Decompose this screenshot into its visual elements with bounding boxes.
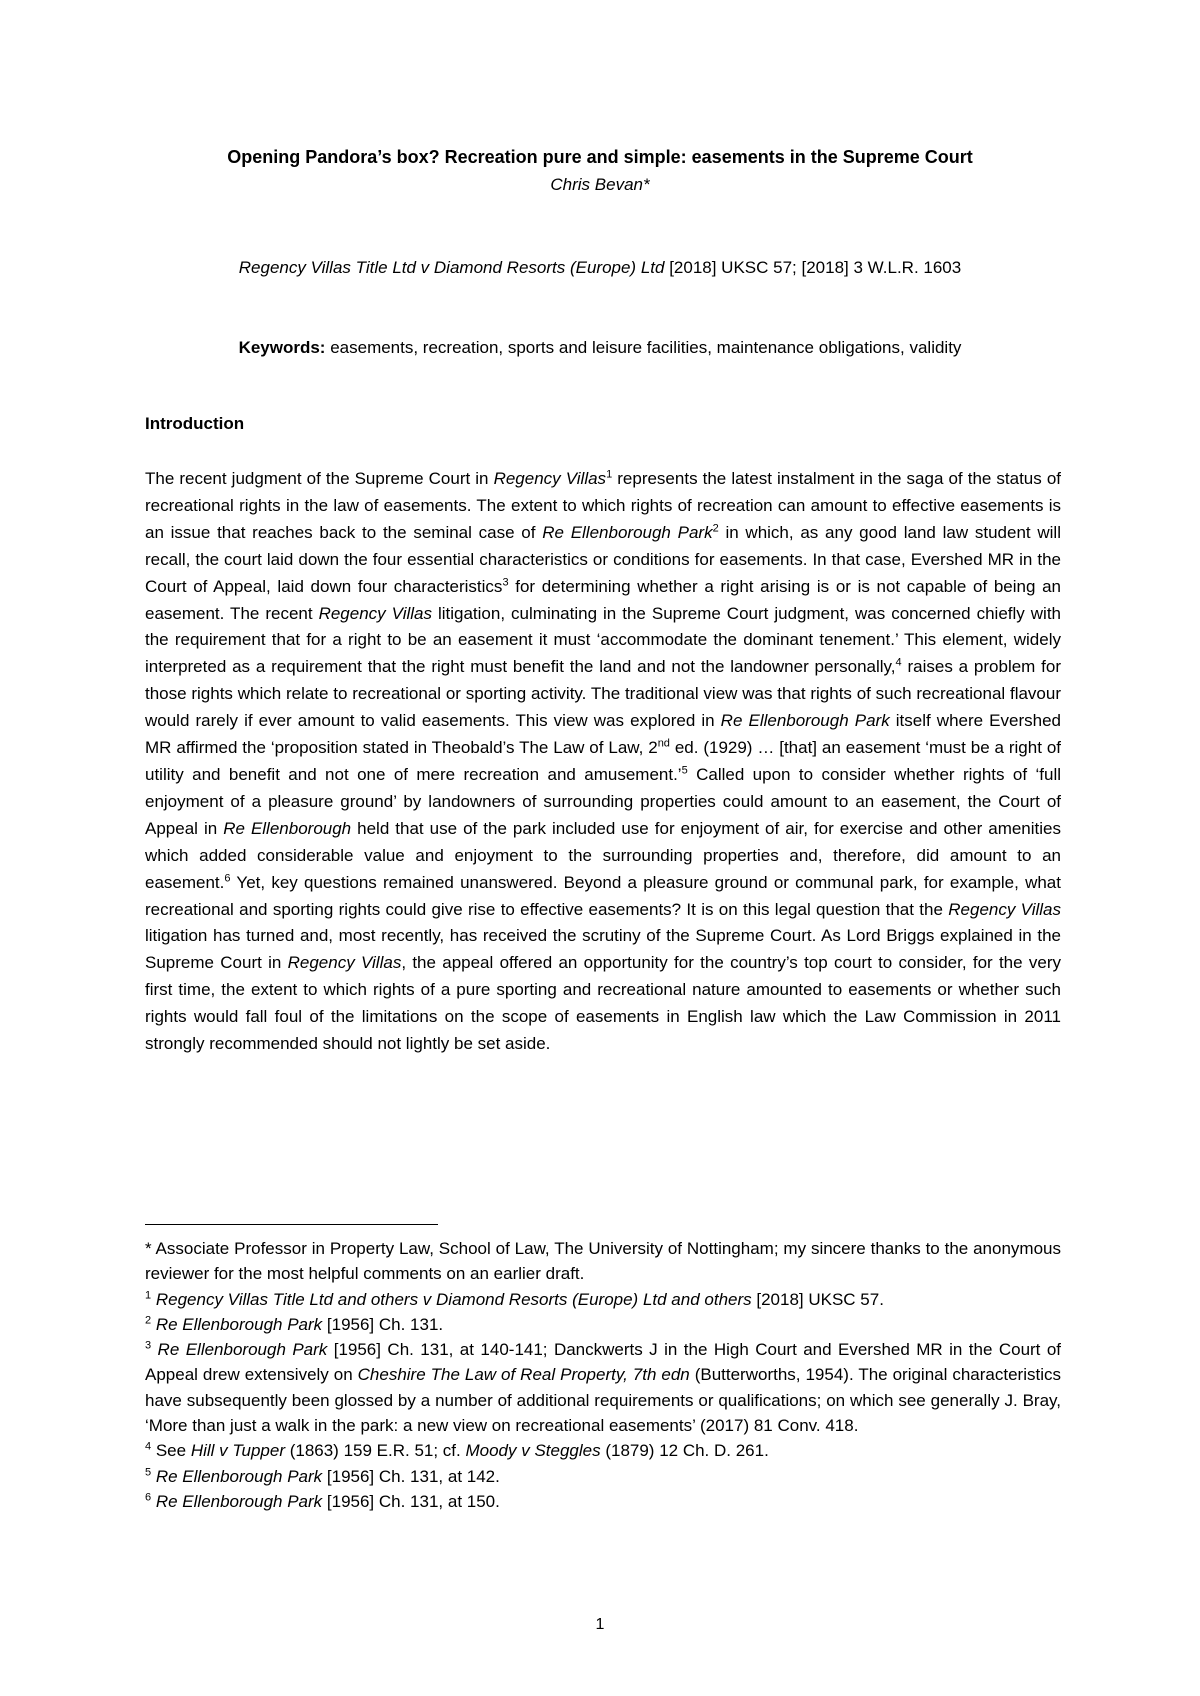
footnote-ref: 2 [712,522,719,535]
body-text-run: represents the latest instalment in the saga of the status of recreational rights in the law of easements. The extent to which rights of recreation can amount to effective easements is an issue that reaches back to the seminal case of [145,469,1062,542]
case-name-italic: Re Ellenborough Park [542,522,713,542]
footnote-marker: 6 [145,1491,152,1504]
footnote-text: [1956] Ch. 131, at 140-141; Danckwerts J in the High Court and Evershed MR in the Court of Appeal drew extensively on [145,1340,1062,1385]
case-reference: [2018] UKSC 57; [2018] 3 W.L.R. 1603 [664,258,962,277]
body-paragraph [145,466,1061,1058]
body-text-run: ed. (1929) … [that] an easement ‘must be a right of utility and benefit and not one of mere recreation and amusement.’ [145,738,1061,784]
footnote-3 [145,1337,1061,1438]
author-name: Chris Bevan* [550,175,650,194]
footnote-italic: Re Ellenborough Park [151,1314,323,1334]
footnote-text: (Butterworths, 1954). The original characteristics have subsequently been glossed by a number of additional requirements or qualifications; on which see generally J. Bray, ‘More than just a walk in the park: a new view on recreational easements’ (2017) 81 Conv. 418. [145,1365,1061,1436]
case-name-italic: Regency Villas [948,899,1061,919]
footnote-italic: Moody v Steggles [465,1441,601,1461]
keywords-label: Keywords: [238,338,326,357]
footnote-italic: Re Ellenborough Park [151,1491,323,1511]
footnote-ref: 4 [895,656,902,669]
footnote-star: * Associate Professor in Property Law, School of Law, The University of Nottingham; my sincere thanks to the anonymous reviewer for the most helpful comments on an earlier draft. [145,1239,1061,1284]
footnote-italic: Re Ellenborough Park [151,1466,323,1486]
footnote-ref: 1 [606,468,613,481]
footnote-text: (1879) 12 Ch. D. 261. [600,1441,769,1461]
footnote-italic: Hill v Tupper [190,1441,285,1461]
case-name: Regency Villas Title Ltd v Diamond Resorts (Europe) Ltd [238,258,665,277]
case-name-italic: Regency Villas [318,603,432,623]
footnote-ref: 6 [224,871,231,884]
case-name-italic: Regency Villas [493,469,607,488]
footnotes-section [145,1236,1061,1514]
footnote-marker: 1 [145,1288,152,1301]
paper-title: Opening Pandora’s box? Recreation pure and simple: easements in the Supreme Court [227,147,973,167]
footnote-marker: 3 [145,1339,152,1352]
case-name-italic: Regency Villas [287,953,402,973]
keywords-text: easements, recreation, sports and leisure facilities, maintenance obligations, validity [325,338,962,357]
footnote-text: See [151,1441,191,1461]
case-name-italic: Re Ellenborough Park [720,711,890,731]
case-name-italic: Re Ellenborough [223,818,352,838]
body-text-run: raises a problem for those rights which relate to recreational or sporting activity. The traditional view was that rights of such recreational flavour would rarely if ever amount to valid easements. This view was explored in [145,657,1061,731]
footnote-1 [145,1287,1061,1312]
body-text-run: , the appeal offered an opportunity for the country’s top court to consider, for the very first time, the extent to which rights of a pure sporting and recreational nature amounted to easements or whether such rights would fall foul of the limitations on the scope of easements in English law which the Law Commission in 2011 strongly recommended should not lightly be set aside. [145,953,1061,1054]
section-heading: Introduction [145,414,245,433]
footnote-text: [1956] Ch. 131, at 150. [322,1491,500,1511]
footnote-6 [145,1489,1061,1514]
footnote-italic: Regency Villas Title Ltd and others v Diamond Resorts (Europe) Ltd and others [151,1289,752,1309]
footnote-text: (1863) 159 E.R. 51; cf. [284,1441,466,1461]
footnote-marker: 4 [145,1440,152,1453]
body-text-run: Called upon to consider whether rights of ‘full enjoyment of a pleasure ground’ by landowners of surrounding properties could amount to an easement, the Court of Appeal in [145,764,1061,838]
footnote-text: [1956] Ch. 131. [322,1314,444,1334]
footnote-marker: 5 [145,1466,152,1479]
page-number: 1 [595,1616,605,1633]
body-text-run: for determining whether a right arising is or is not capable of being an easement. The recent [145,576,1062,623]
body-text-run: litigation has turned and, most recently, has received the scrutiny of the Supreme Court. As Lord Briggs explained in the Supreme Court in [145,926,1061,973]
footnote-italic: Cheshire The Law of Real Property, 7th edn [357,1365,690,1385]
footnote-4 [145,1438,1061,1463]
footnote-5 [145,1464,1061,1489]
footnote-divider [145,1224,438,1225]
footnote-text: [2018] UKSC 57. [751,1289,884,1309]
footnote-ref: 3 [502,575,509,588]
footnote-marker: 2 [145,1314,152,1327]
case-citation [0,258,1200,278]
body-text-run: Yet, key questions remained unanswered. Beyond a pleasure ground or communal park, for example, what recreational and sporting rights could give rise to effective easements? It is on this legal question that the [145,872,1061,919]
ordinal-suffix: nd [657,737,670,750]
body-text-run: litigation, culminating in the Supreme Court judgment, was concerned chiefly with the requirement that for a right to be an easement it must ‘accommodate the dominant tenement.’ This element, widely interpreted as a requirement that the right must benefit the land and not the landowner personally, [145,603,1061,677]
keywords-line [0,338,1200,358]
body-text-run: itself where Evershed MR affirmed the ‘proposition stated in Theobald’s The Law of Law, 2 [145,711,1061,758]
footnote-italic: Re Ellenborough Park [151,1340,328,1360]
body-text-run: in which, as any good land law student will recall, the court laid down the four essential characteristics or conditions for easements. In that case, Evershed MR in the Court of Appeal, laid down four characteristics [145,522,1061,596]
body-text-run: held that use of the park included use for enjoyment of air, for exercise and other amenities which added considerable value and enjoyment to the surrounding properties and, therefore, did amount to an easement. [145,818,1061,892]
footnote-ref: 5 [681,764,688,777]
footnote-2 [145,1312,1061,1337]
body-text-run: The recent judgment of the Supreme Court in [145,469,494,488]
footnote-text: [1956] Ch. 131, at 142. [322,1466,500,1486]
